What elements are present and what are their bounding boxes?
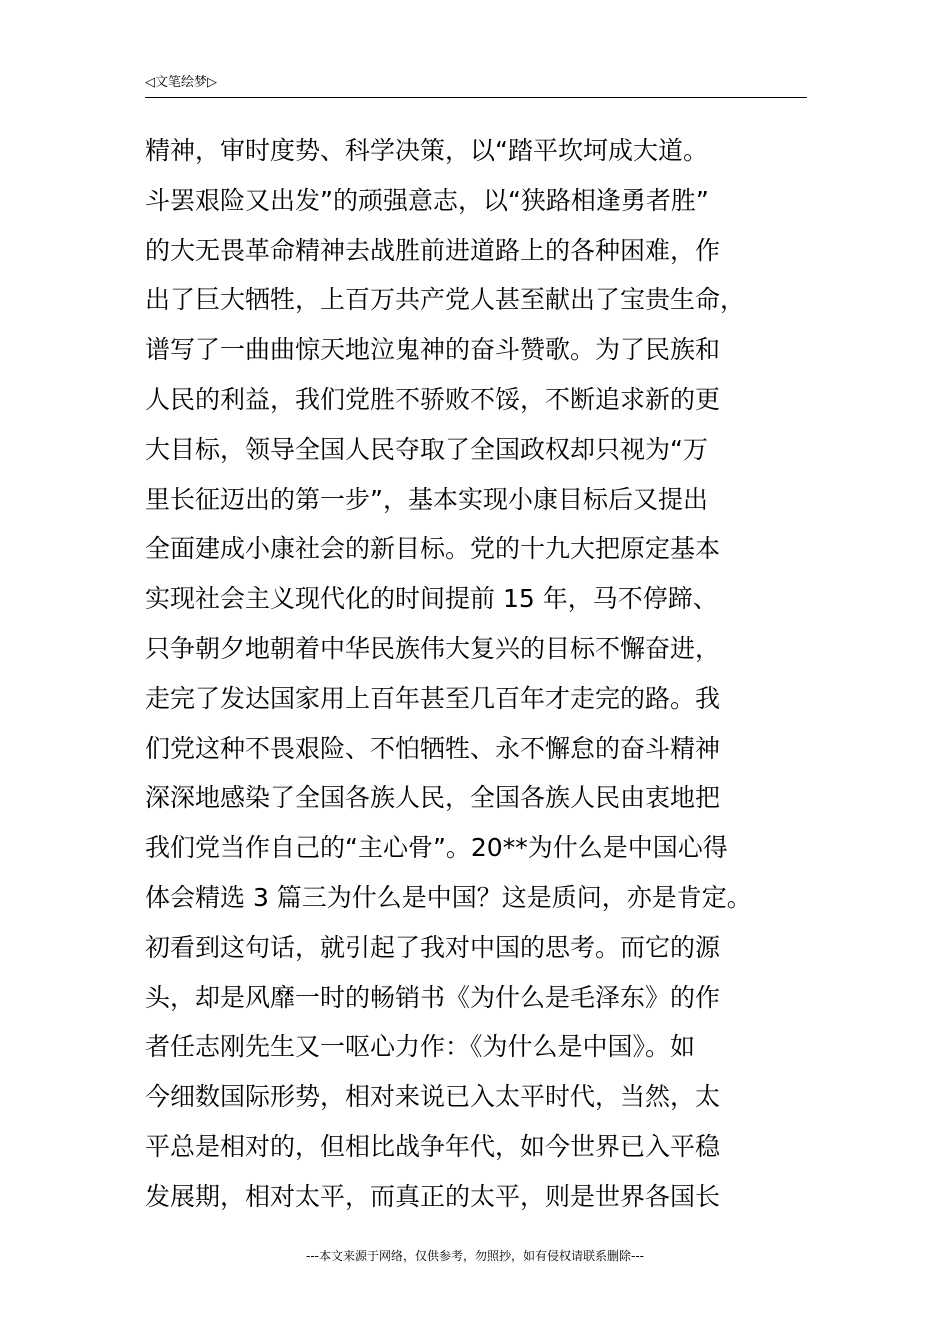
text-line: 全面建成小康社会的新目标。党的十九大把原定基本	[145, 534, 721, 564]
text-line: 走完了发达国家用上百年甚至几百年才走完的路。我	[145, 683, 721, 713]
text-line: 斗罢艰险又出发”的顽强意志，以“狭路相逢勇者胜”	[145, 185, 709, 215]
text-line: 的大无畏革命精神去战胜前进道路上的各种困难，作	[145, 235, 721, 265]
text-line: 我们党当作自己的“主心骨”。20**为什么是中国心得	[145, 833, 728, 863]
text-line: 今细数国际形势，相对来说已入太平时代，当然，太	[145, 1082, 721, 1112]
text-line: 大目标，领导全国人民夺取了全国政权却只视为“万	[145, 434, 708, 464]
text-line: 人民的利益，我们党胜不骄败不馁，不断追求新的更	[145, 384, 721, 414]
document-body	[145, 126, 845, 1222]
text-line: 出了巨大牺牲，上百万共产党人甚至献出了宝贵生命，	[145, 285, 746, 315]
text-line: 平总是相对的，但相比战争年代，如今世界已入平稳	[145, 1131, 721, 1161]
text-line: 发展期，相对太平，而真正的太平，则是世界各国长	[145, 1181, 721, 1211]
text-line: 实现社会主义现代化的时间提前 15 年，马不停蹄、	[145, 584, 718, 614]
text-line: 们党这种不畏艰险、不怕牺牲、永不懈怠的奋斗精神	[145, 733, 721, 763]
text-line: 头，却是风靡一时的畅销书《为什么是毛泽东》的作	[145, 982, 721, 1012]
text-line: 只争朝夕地朝着中华民族伟大复兴的目标不懈奋进，	[145, 633, 721, 663]
text-line: 初看到这句话，就引起了我对中国的思考。而它的源	[145, 932, 721, 962]
header-divider	[145, 97, 807, 98]
page-header: ◁文笔绘梦▷	[145, 75, 217, 90]
text-line: 精神，审时度势、科学决策，以“踏平坎坷成大道。	[145, 136, 708, 165]
page-footer: ---本文来源于网络，仅供参考，勿照抄，如有侵权请联系删除---	[306, 1249, 644, 1263]
text-line: 体会精选 3 篇三为什么是中国？这是质问，亦是肯定。	[145, 882, 752, 912]
text-line: 深深地感染了全国各族人民，全国各族人民由衷地把	[145, 783, 721, 813]
text-line: 里长征迈出的第一步”，基本实现小康目标后又提出	[145, 484, 708, 514]
text-line: 谱写了一曲曲惊天地泣鬼神的奋斗赞歌。为了民族和	[145, 335, 721, 365]
text-line: 者任志刚先生又一呕心力作：《为什么是中国》。如	[145, 1032, 696, 1062]
